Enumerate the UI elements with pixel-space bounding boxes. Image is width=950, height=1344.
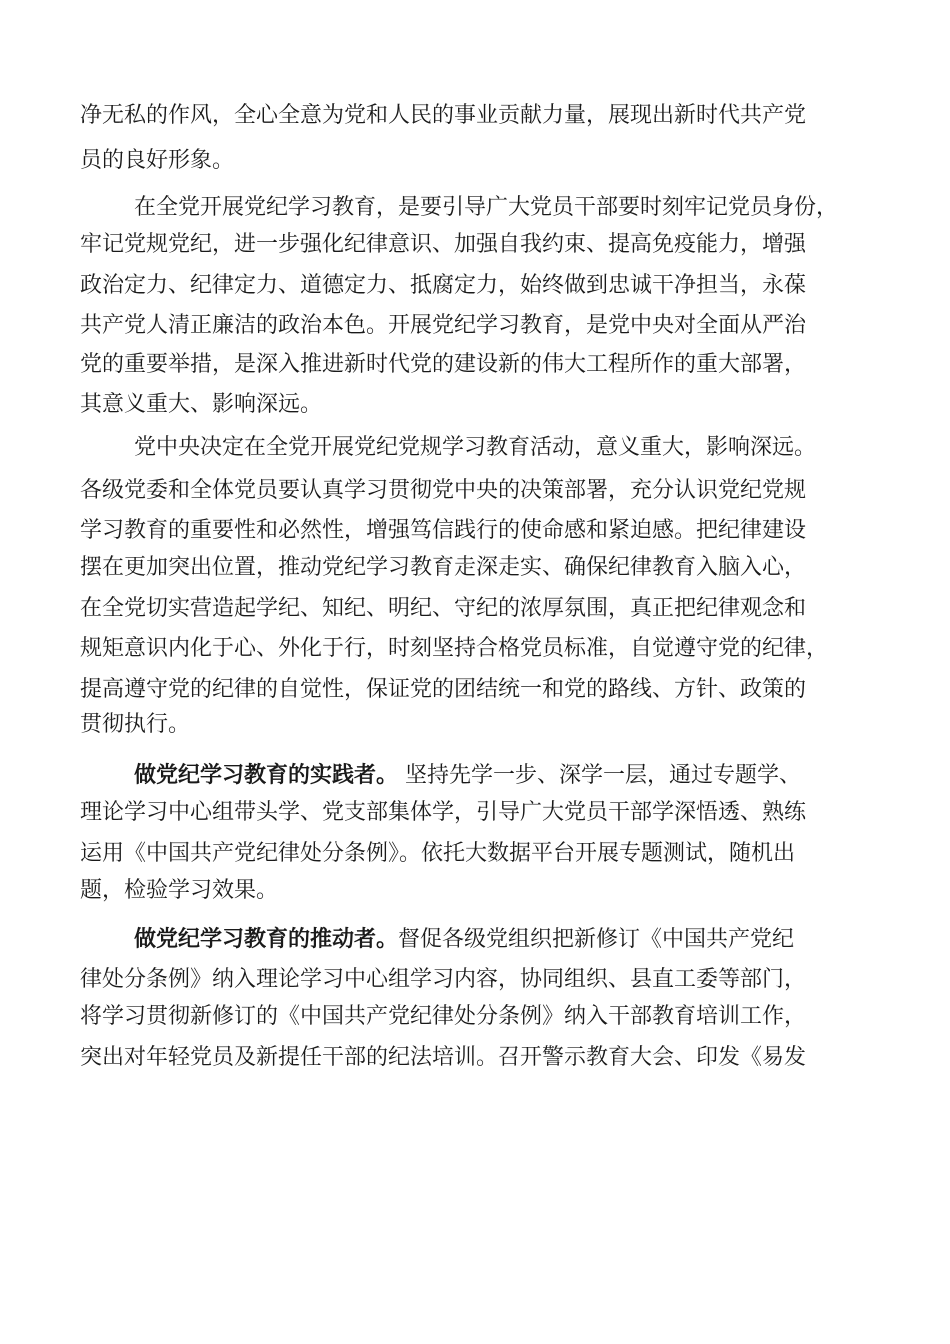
text-line: 党中央决定在全党开展党纪党规学习教育活动，意义重大，影响深远。 [134,435,817,460]
text-line: 党的重要举措，是深入推进新时代党的建设新的伟大工程所作的重大部署， [80,352,807,377]
section-heading: 做党纪学习教育的推动者。 [134,927,399,952]
text-line: 摆在更加突出位置，推动党纪学习教育走深走实、确保纪律教育入脑入心， [80,555,807,580]
text-line: 规矩意识内化于心、外化于行，时刻坚持合格党员标准，自觉遵守党的纪律， [80,636,829,661]
section-heading: 做党纪学习教育的实践者。 [134,763,399,788]
section-line: 做党纪学习教育的推动者。督促各级党组织把新修订《中国共产党纪 [134,927,795,952]
text-line: 在全党开展党纪学习教育，是要引导广大党员干部要时刻牢记党员身份， [134,195,839,220]
text-line: 净无私的作风，全心全意为党和人民的事业贡献力量，展现出新时代共产党 [80,103,807,128]
text-line: 理论学习中心组带头学、党支部集体学，引导广大党员干部学深悟透、熟练 [80,800,807,825]
text-line: 律处分条例》纳入理论学习中心组学习内容，协同组织、县直工委等部门， [80,967,807,992]
text-line: 员的良好形象。 [80,148,235,173]
text-line: 其意义重大、影响深远。 [80,392,323,417]
text-line: 运用《中国共产党纪律处分条例》。依托大数据平台开展专题测试，随机出 [80,841,796,866]
text-line: 共产党人清正廉洁的政治本色。开展党纪学习教育，是党中央对全面从严治 [80,313,807,338]
text-line: 牢记党规党纪，进一步强化纪律意识、加强自我约束、提高免疫能力，增强 [80,232,807,257]
text-line: 提高遵守党的纪律的自觉性，保证党的团结统一和党的路线、方针、政策的 [80,677,807,702]
text-line: 突出对年轻党员及新提任干部的纪法培训。召开警示教育大会、印发《易发 [80,1045,807,1070]
text-line: 题，检验学习效果。 [80,878,279,903]
text-line: 各级党委和全体党员要认真学习贯彻党中央的决策部署，充分认识党纪党规 [80,478,807,503]
text-line: 政治定力、纪律定力、道德定力、抵腐定力，始终做到忠诚干净担当，永葆 [80,273,807,298]
text-line: 在全党切实营造起学纪、知纪、明纪、守纪的浓厚氛围，真正把纪律观念和 [80,596,807,621]
section-line: 做党纪学习教育的实践者。 坚持先学一步、深学一层，通过专题学、 [134,763,802,788]
text-line: 贯彻执行。 [80,712,191,737]
text-line: 将学习贯彻新修订的《中国共产党纪律处分条例》纳入干部教育培训工作， [80,1004,807,1029]
text-line: 学习教育的重要性和必然性，增强笃信践行的使命感和紧迫感。把纪律建设 [80,518,807,543]
